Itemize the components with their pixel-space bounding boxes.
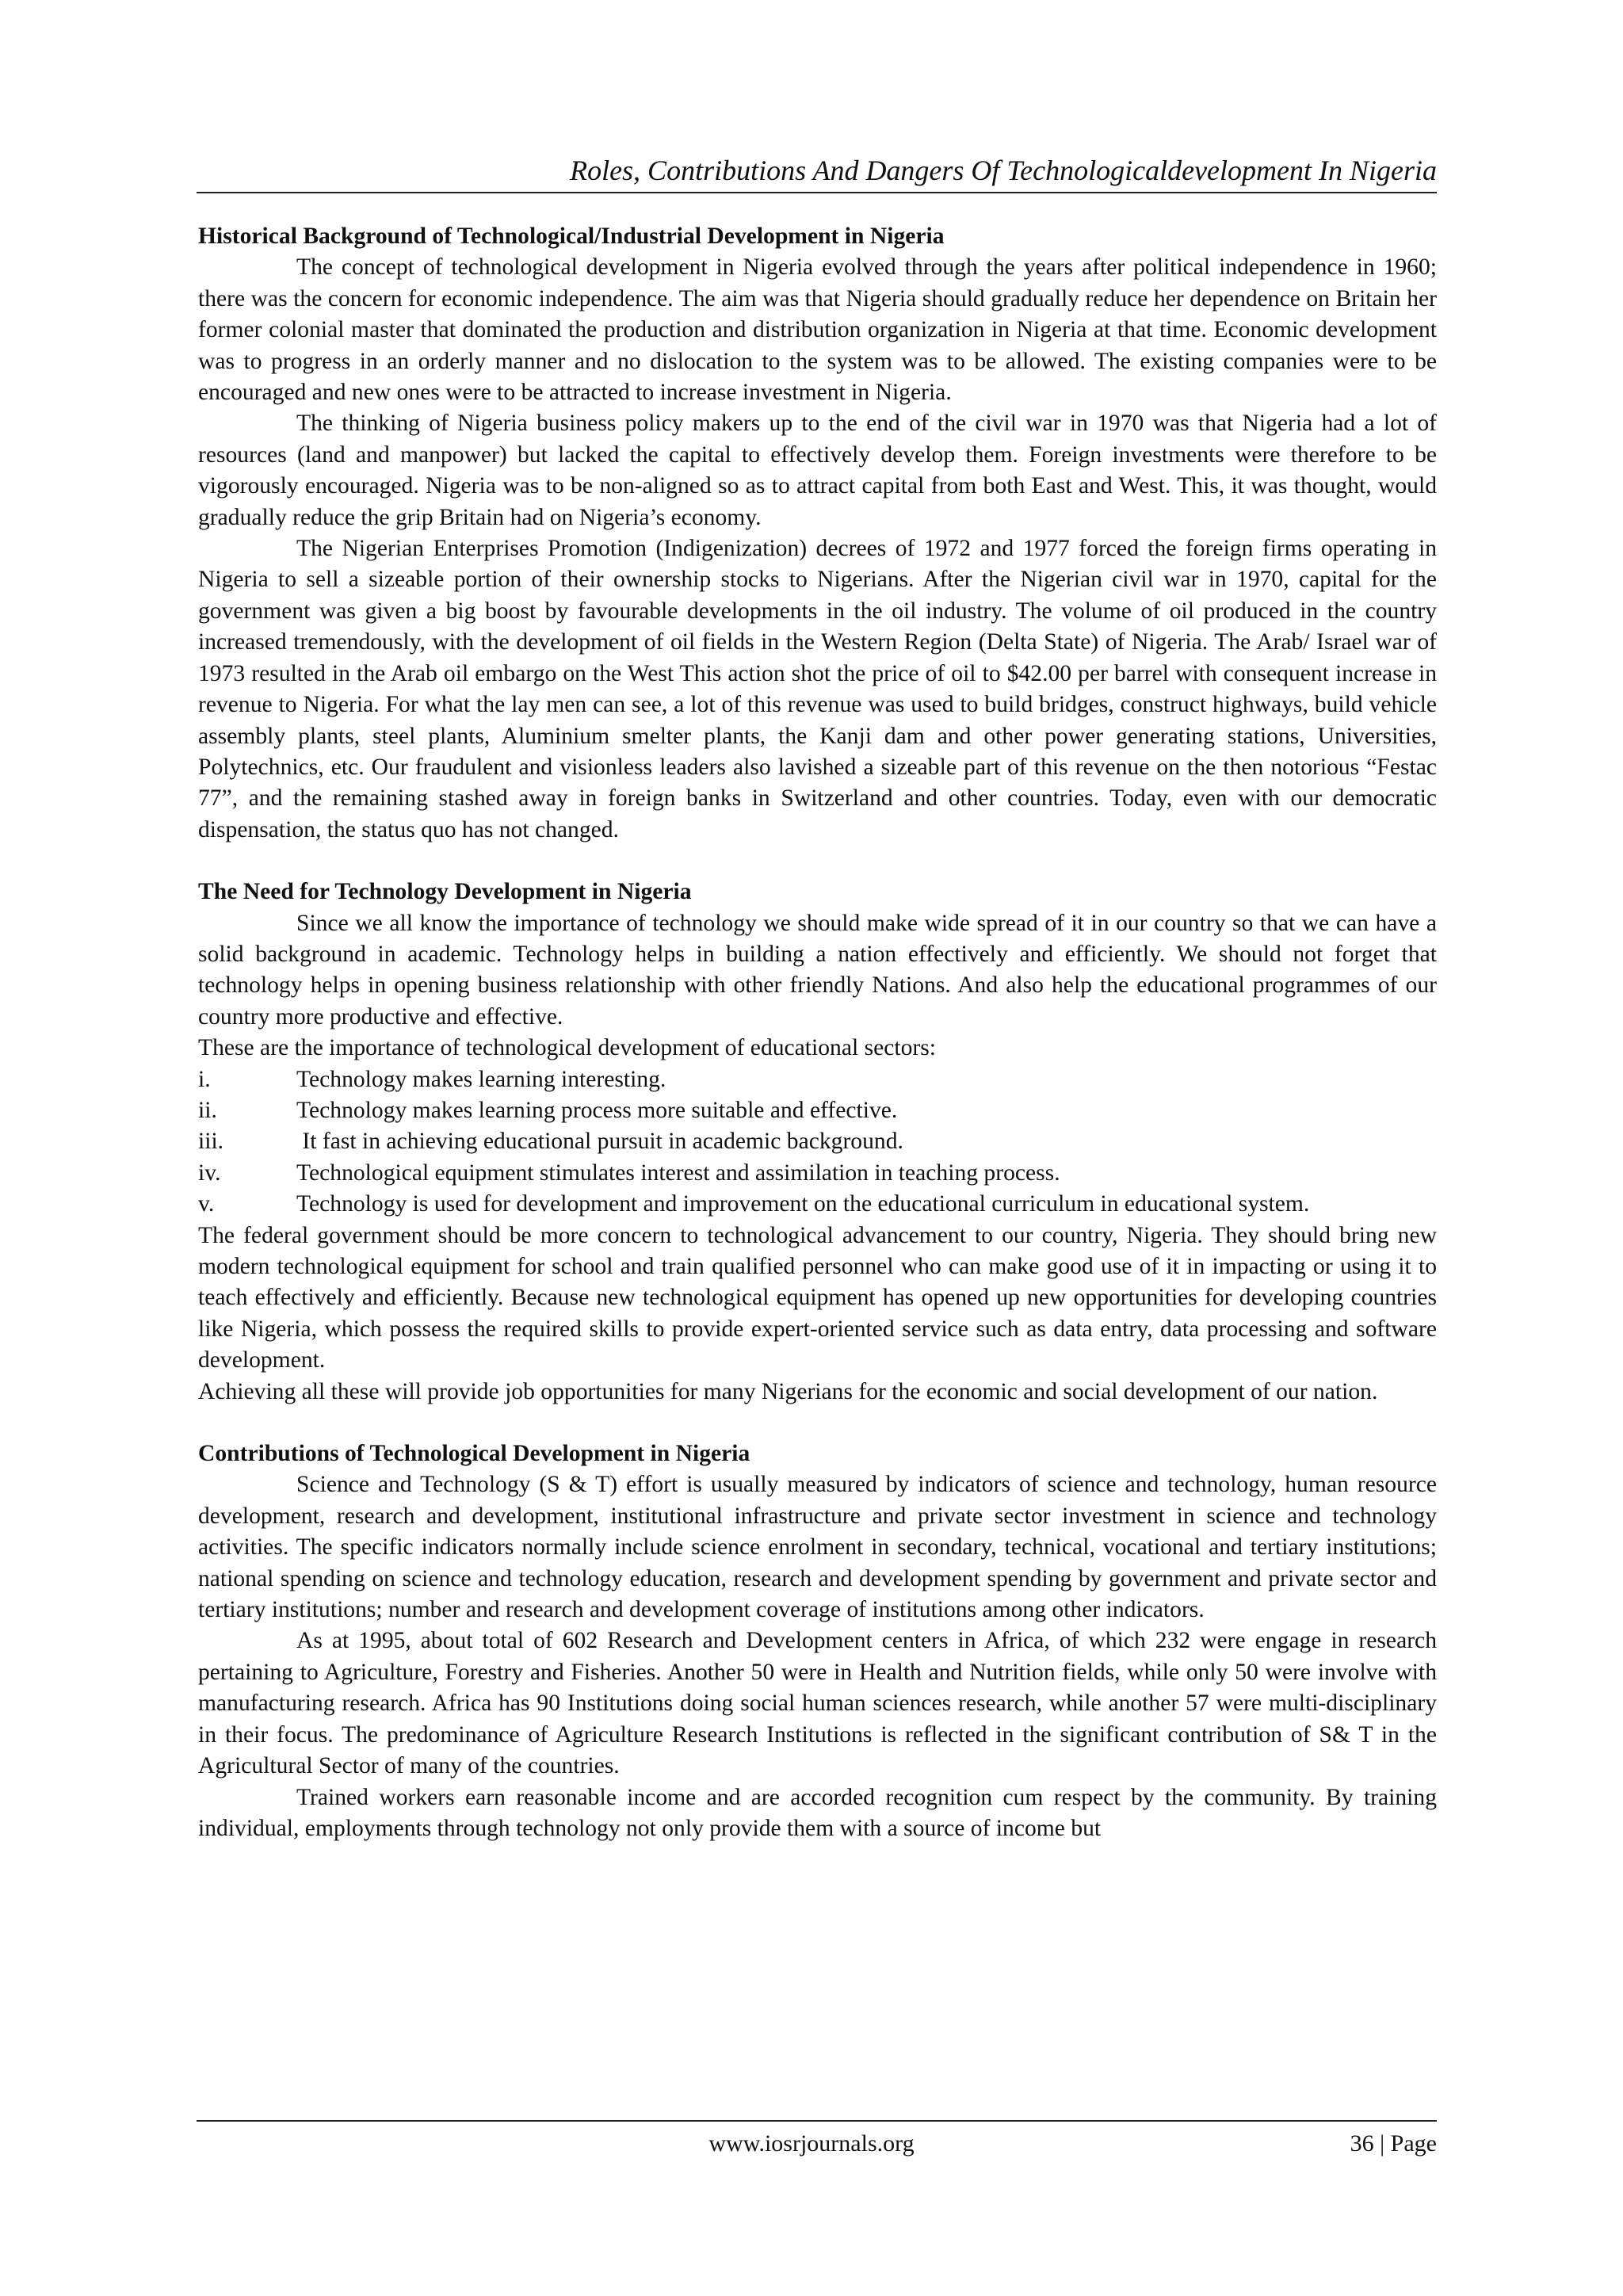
running-header-title: Roles, Contributions And Dangers Of Technologicaldevelopment In Nigeria xyxy=(570,155,1437,186)
list-marker: ii. xyxy=(198,1097,217,1123)
paragraph: Achieving all these will provide job opportunities for many Nigerians for the economic and social development of our nation. xyxy=(198,1378,1378,1404)
list-marker: v. xyxy=(198,1191,215,1217)
list-item xyxy=(198,1095,1437,1126)
importance-list xyxy=(198,1064,1437,1221)
list-intro: These are the importance of technological development of educational sectors: xyxy=(198,1035,937,1061)
paragraph: The thinking of Nigeria business policy makers up to the end of the civil war in 1970 was that Nigeria had a lot of resources (land and manpower) but lacked the capital to effectively develop them. Foreign investments were therefore to be vigorously encouraged. Nigeria was to be non-aligned so as to attract capital from both East and West. This, it was thought, would gradually reduce the grip Britain had on Nigeria’s economy. xyxy=(198,411,1437,530)
paragraph: The concept of technological development in Nigeria evolved through the years after political independence in 1960; there was the concern for economic independence. The aim was that Nigeria should gradually reduce her dependence on Britain her former colonial master that dominated the production and distribution organization in Nigeria at that time. Economic development was to progress in an orderly manner and no dislocation to the system was to be allowed. The existing companies were to be encouraged and new ones were to be attracted to increase investment in Nigeria. xyxy=(198,254,1437,406)
list-item xyxy=(198,1189,1437,1220)
paragraph: Science and Technology (S & T) effort is usually measured by indicators of science and technology, human resource development, research and development, institutional infrastructure and private sector investment in science and technology activities. The specific indicators normally include science enrolment in secondary, technical, vocational and tertiary institutions; national spending on science and technology education, research and development spending by government and private sector and tertiary institutions; number and research and development coverage of institutions among other indicators. xyxy=(198,1472,1437,1623)
page-number: 36 | Page xyxy=(1350,2130,1437,2157)
article-body xyxy=(198,221,1437,1844)
header-rule xyxy=(197,192,1437,193)
paragraph: As at 1995, about total of 602 Research and Development centers in Africa, of which 232 were engage in research pertaining to Agriculture, Forestry and Fisheries. Another 50 were in Health and Nutrition fields, while only 50 were involve with manufacturing research. Africa has 90 Institutions doing social human sciences research, while another 57 were multi-disciplinary in their focus. The predominance of Agriculture Research Institutions is reflected in the significant contribution of S& T in the Agricultural Sector of many of the countries. xyxy=(198,1628,1437,1779)
list-item xyxy=(198,1126,1437,1157)
section-spacer xyxy=(198,1408,1437,1438)
section-heading-need: The Need for Technology Development in Nigeria xyxy=(198,879,692,905)
footer-rule xyxy=(197,2120,1437,2122)
section-heading-historical: Historical Background of Technological/Industrial Development in Nigeria xyxy=(198,223,945,249)
list-item-text: Technology is used for development and improvement on the educational curriculum in educational system. xyxy=(296,1191,1310,1217)
list-marker: iv. xyxy=(198,1159,221,1186)
paragraph: Since we all know the importance of technology we should make wide spread of it in our country so that we can have a solid background in academic. Technology helps in building a nation effectively and efficiently. We should not forget that technology helps in opening business relationship with other friendly Nations. And also help the educational programmes of our country more productive and effective. xyxy=(198,910,1437,1030)
list-item-text: It fast in achieving educational pursuit in academic background. xyxy=(296,1129,903,1155)
list-marker: iii. xyxy=(198,1129,224,1155)
list-item-text: Technology makes learning interesting. xyxy=(296,1066,666,1092)
list-item-text: Technology makes learning process more suitable and effective. xyxy=(296,1097,898,1123)
paragraph: Trained workers earn reasonable income and are accorded recognition cum respect by the community. By training individual, employments through technology not only provide them with a source of income but xyxy=(198,1784,1437,1841)
list-item xyxy=(198,1064,1437,1095)
section-spacer xyxy=(198,846,1437,877)
list-item-text: Technological equipment stimulates interest and assimilation in teaching process. xyxy=(296,1159,1060,1186)
section-heading-contributions: Contributions of Technological Development in Nigeria xyxy=(198,1441,750,1467)
paragraph: The Nigerian Enterprises Promotion (Indigenization) decrees of 1972 and 1977 forced the foreign firms operating in Nigeria to sell a sizeable portion of their ownership stocks to Nigerians. After the Nigerian civil war in 1970, capital for the government was given a big boost by favourable developments in the oil industry. The volume of oil produced in the country increased tremendously, with the development of oil fields in the Western Region (Delta State) of Nigeria. The Arab/ Israel war of 1973 resulted in the Arab oil embargo on the West This action shot the price of oil to $42.00 per barrel with consequent increase in revenue to Nigeria. For what the lay men can see, a lot of this revenue was used to build bridges, construct highways, build vehicle assembly plants, steel plants, Aluminium smelter plants, the Kanji dam and other power generating stations, Universities, Polytechnics, etc. Our fraudulent and visionless leaders also lavished a sizeable part of this revenue on the then notorious “Festac 77”, and the remaining stashed away in foreign banks in Switzerland and other countries. Today, even with our democratic dispensation, the status quo has not changed. xyxy=(198,536,1437,842)
footer-website-link[interactable]: www.iosrjournals.org xyxy=(708,2130,915,2157)
list-marker: i. xyxy=(198,1066,211,1092)
paragraph: The federal government should be more concern to technological advancement to our country, Nigeria. They should bring new modern technological equipment for school and train qualified personnel who can make good use of it in impacting or using it to teach effectively and efficiently. Because new technological equipment has opened up new opportunities for developing countries like Nigeria, which possess the required skills to provide expert-oriented service such as data entry, data processing and software development. xyxy=(198,1222,1437,1373)
list-item xyxy=(198,1158,1437,1189)
